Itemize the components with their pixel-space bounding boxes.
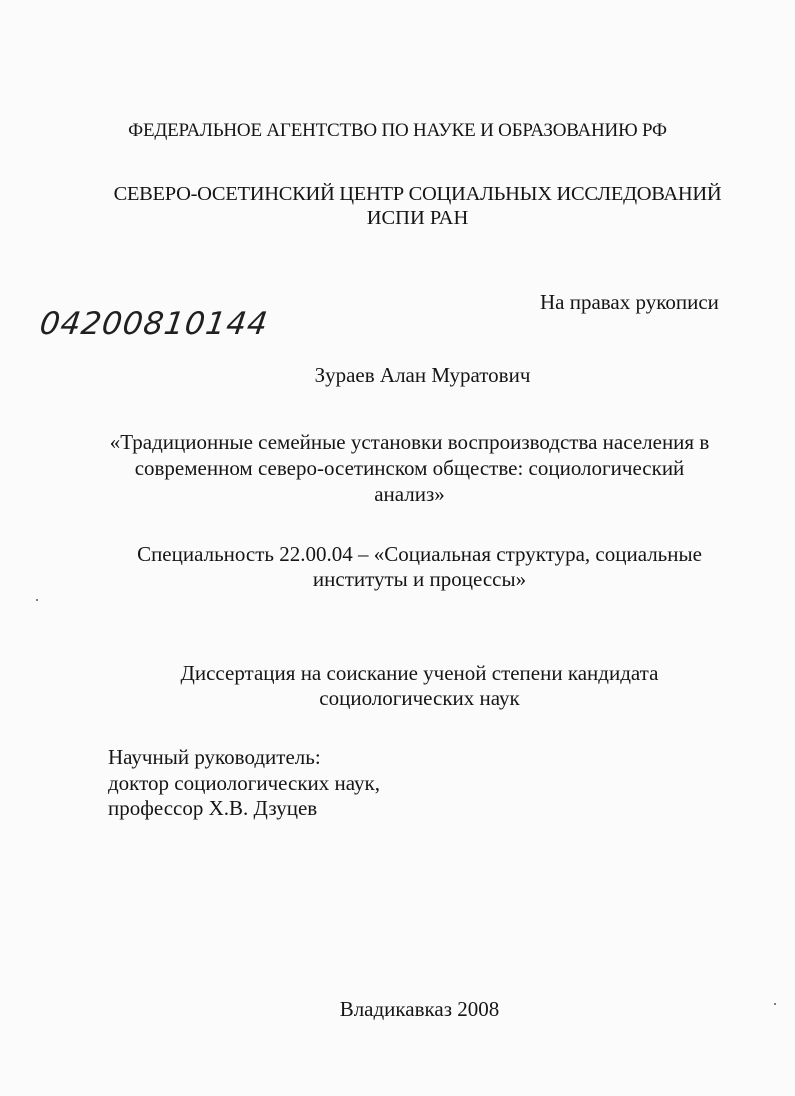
author-name: Зураев Алан Муратович — [314, 363, 531, 387]
research-center-name: СЕВЕРО-ОСЕТИНСКИЙ ЦЕНТР СОЦИАЛЬНЫХ ИССЛЕДОВАНИЙ — [113, 183, 722, 205]
scan-speck — [36, 599, 38, 601]
advisor-degree: доктор социологических наук, — [108, 771, 380, 795]
specialty-line-2: институты и процессы» — [312, 567, 527, 591]
degree-statement-line-1: Диссертация на соискание ученой степени кандидата — [180, 661, 659, 685]
city-and-year: Владикавказ 2008 — [339, 997, 500, 1021]
dissertation-title-line-3: анализ» — [374, 482, 445, 506]
institute-name: ИСПИ РАН — [366, 207, 469, 229]
advisor-label: Научный руководитель: — [108, 745, 321, 769]
scan-speck — [774, 1003, 776, 1005]
manuscript-rights-note: На правах рукописи — [540, 290, 719, 314]
dissertation-title-line-1: «Традиционные семейные установки воспроизводства населения в — [109, 430, 710, 454]
specialty-line-1: Специальность 22.00.04 – «Социальная структура, социальные — [137, 542, 702, 566]
agency-heading: ФЕДЕРАЛЬНОЕ АГЕНТСТВО ПО НАУКЕ И ОБРАЗОВАНИЮ РФ — [128, 120, 667, 141]
degree-statement-line-2: социологических наук — [319, 686, 520, 710]
handwritten-registration-number: 04200810144 — [37, 306, 271, 342]
dissertation-title-line-2: современном северо-осетинском обществе: социологический — [134, 456, 685, 480]
advisor-name: профессор Х.В. Дзуцев — [108, 796, 318, 820]
